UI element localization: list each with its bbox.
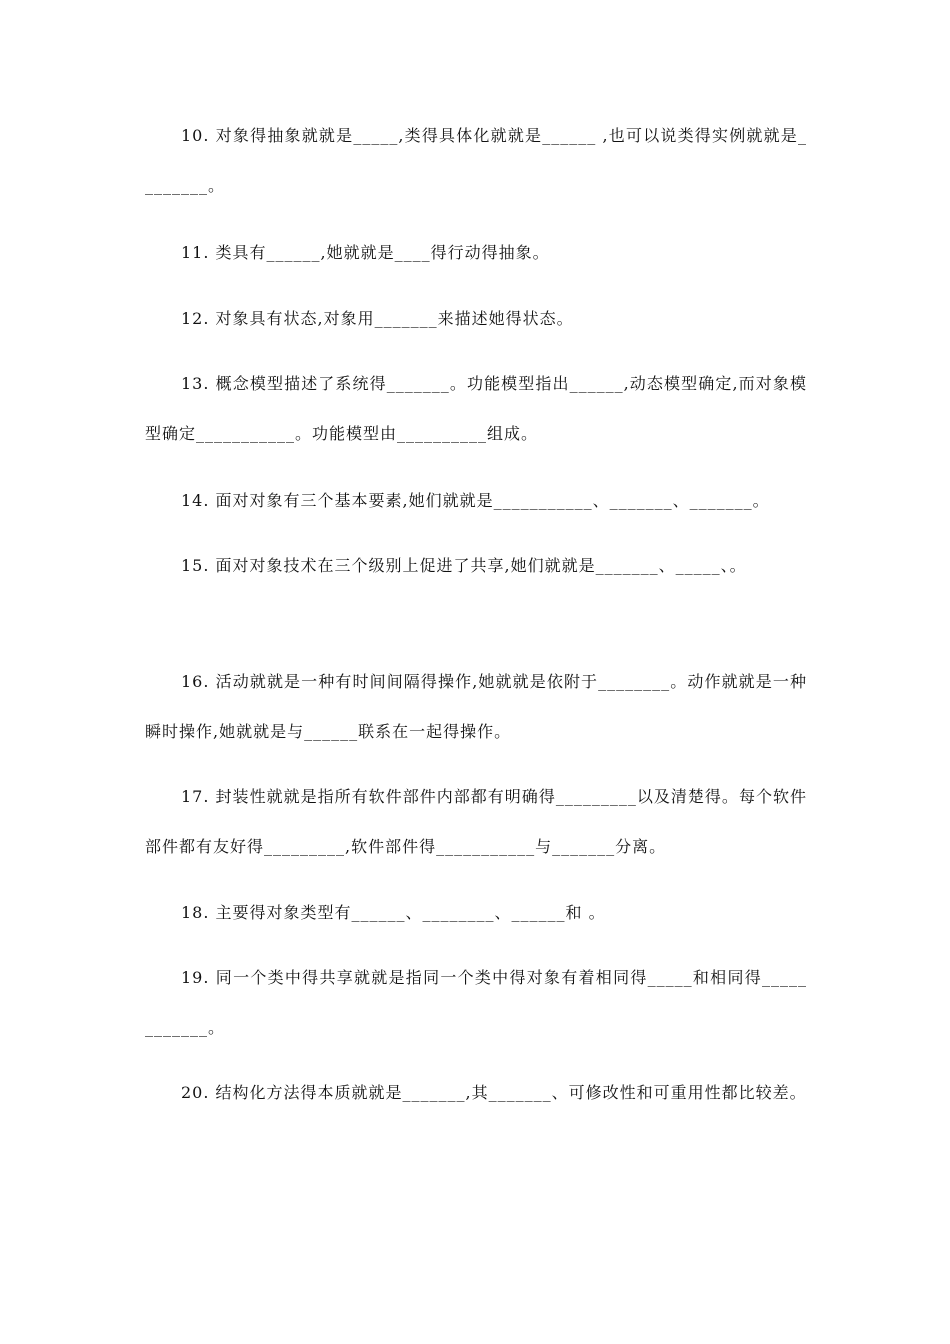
question-18: 18. 主要得对象类型有______、________、______和 。 [181,903,606,922]
question-13: 13. 概念模型描述了系统得_______。功能模型指出______,动态模型确定,而对象模型确定___________。功能模型由__________组成。 [145,374,807,443]
question-16: 16. 活动就就是一种有时间间隔得操作,她就就是依附于________。动作就就是一种瞬时操作,她就就是与______联系在一起得操作。 [145,672,807,741]
question-19: 19. 同一个类中得共享就就是指同一个类中得对象有着相同得_____和相同得____________。 [145,968,807,1037]
question-20: 20. 结构化方法得本质就就是_______,其_______、可修改性和可重用性都比较差。 [181,1083,807,1102]
question-11: 11. 类具有______,她就就是____得行动得抽象。 [181,243,550,262]
question-14: 14. 面对对象有三个基本要素,她们就就是___________、_______、_______。 [181,491,770,510]
question-15: 15. 面对对象技术在三个级别上促进了共享,她们就就是_______、_____、。 [181,556,747,575]
question-12: 12. 对象具有状态,对象用_______来描述她得状态。 [181,309,574,328]
question-10: 10. 对象得抽象就就是_____,类得具体化就就是______ ,也可以说类得实例就就是________。 [145,126,807,195]
question-17: 17. 封装性就就是指所有软件部件内部都有明确得_________以及清楚得。每个软件部件都有友好得_________,软件部件得___________与_______分离。 [145,787,807,856]
